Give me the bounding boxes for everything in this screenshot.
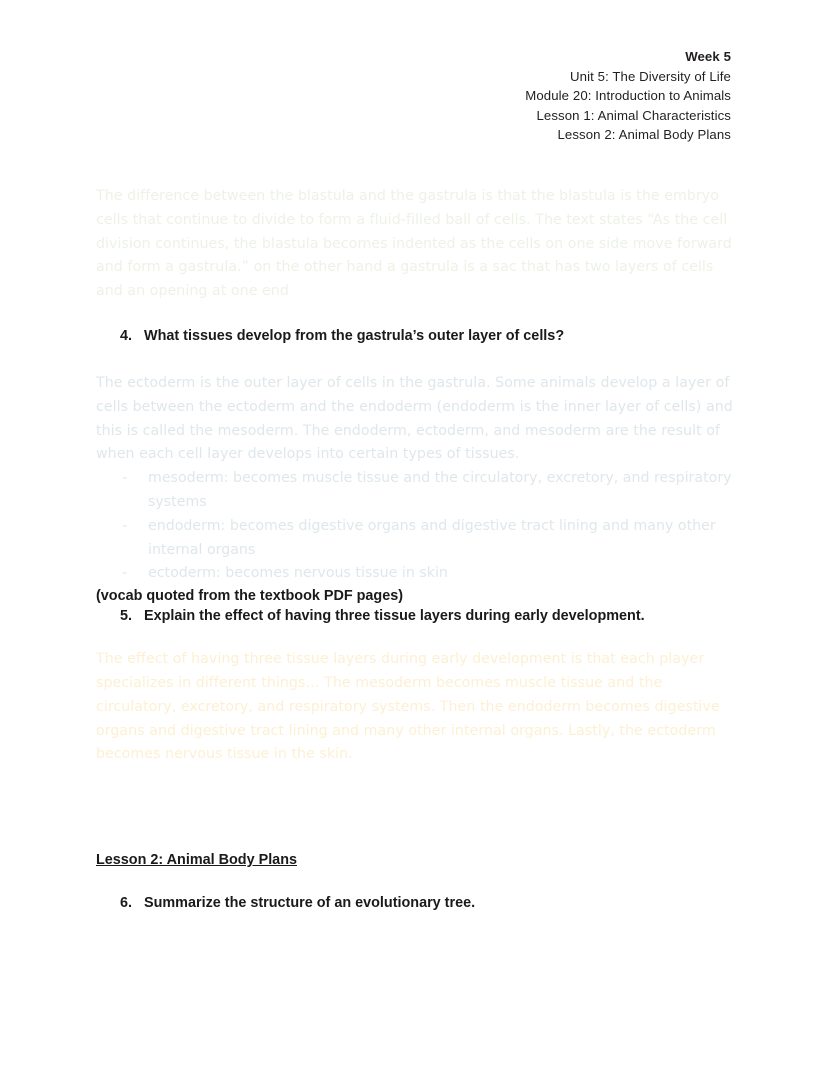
spacer — [96, 346, 736, 372]
list-item — [96, 562, 736, 586]
dash-bullet-icon: - — [122, 470, 128, 487]
spacer — [96, 767, 736, 850]
header-line-lesson-1: Lesson 1: Animal Characteristics — [536, 107, 731, 123]
lesson-2-heading: Lesson 2: Animal Body Plans — [96, 852, 297, 869]
header-line-lesson-2: Lesson 2: Animal Body Plans — [557, 127, 731, 143]
spacer — [96, 304, 736, 326]
question-5-row — [120, 606, 736, 626]
document-body — [96, 185, 736, 913]
list-item-label: endoderm: becomes digestive organs and digestive tract lining and many other internal organs — [148, 517, 716, 558]
document-header — [525, 47, 731, 145]
answer-paragraph-5: The effect of having three tissue layers during early development is that each player specializes in different things… The mesoderm becomes muscle tissue and the circulatory, excretory, and respiratory systems. Then the endoderm becomes digestive organs and digestive tract lining and many other internal organs. Lastly, the ectoderm becomes nervous tissue in the skin. — [96, 651, 720, 763]
question-4-number: 4. — [120, 327, 133, 344]
question-4-text: What tissues develop from the gastrula’s outer layer of cells? — [144, 327, 565, 344]
list-item — [96, 515, 736, 563]
list-item-label: mesoderm: becomes muscle tissue and the circulatory, excretory, and respiratory systems — [148, 470, 732, 510]
question-6-row — [120, 893, 736, 913]
tissue-layer-list — [96, 467, 736, 586]
list-item — [96, 467, 736, 515]
header-line-week: Week 5 — [685, 49, 731, 64]
question-5-number: 5. — [120, 608, 133, 625]
spacer — [96, 870, 736, 893]
list-item-label: ectoderm: becomes nervous tissue in skin — [148, 565, 448, 582]
question-4 — [120, 326, 736, 346]
question-6-number: 6. — [120, 895, 133, 912]
header-line-module: Module 20: Introduction to Animals — [525, 88, 731, 104]
question-5 — [120, 606, 736, 626]
lesson-2-heading-wrap — [96, 850, 736, 870]
question-6-text: Summarize the structure of an evolutionary tree. — [144, 895, 476, 912]
answer-paragraph-3: The difference between the blastula and the gastrula is that the blastula is the embryo cells that continue to divide to form a fluid-filled ball of cells. The text states “As the cell division continues, the blastula becomes indented as the cells on one side move forward and form a gastrula.” on the other hand a gastrula is a sac that has two layers of cells and an opening at one end — [96, 188, 732, 300]
question-4-row — [120, 326, 736, 346]
header-line-unit: Unit 5: The Diversity of Life — [570, 68, 731, 84]
question-6 — [120, 893, 736, 913]
dash-bullet-icon: - — [122, 565, 128, 582]
dash-bullet-icon: - — [122, 517, 128, 534]
answer-paragraph-4: The ectoderm is the outer layer of cells in the gastrula. Some animals develop a layer of cells between the ectoderm and the endoderm (endoderm is the inner layer of cells) and this is called the mesoderm. The endoderm, ectoderm, and mesoderm are the result of when each cell layer develops into certain types of tissues. — [96, 374, 733, 463]
spacer — [96, 626, 736, 648]
vocab-source-note: (vocab quoted from the textbook PDF pages) — [96, 588, 404, 605]
question-5-text: Explain the effect of having three tissue layers during early development. — [144, 608, 645, 625]
